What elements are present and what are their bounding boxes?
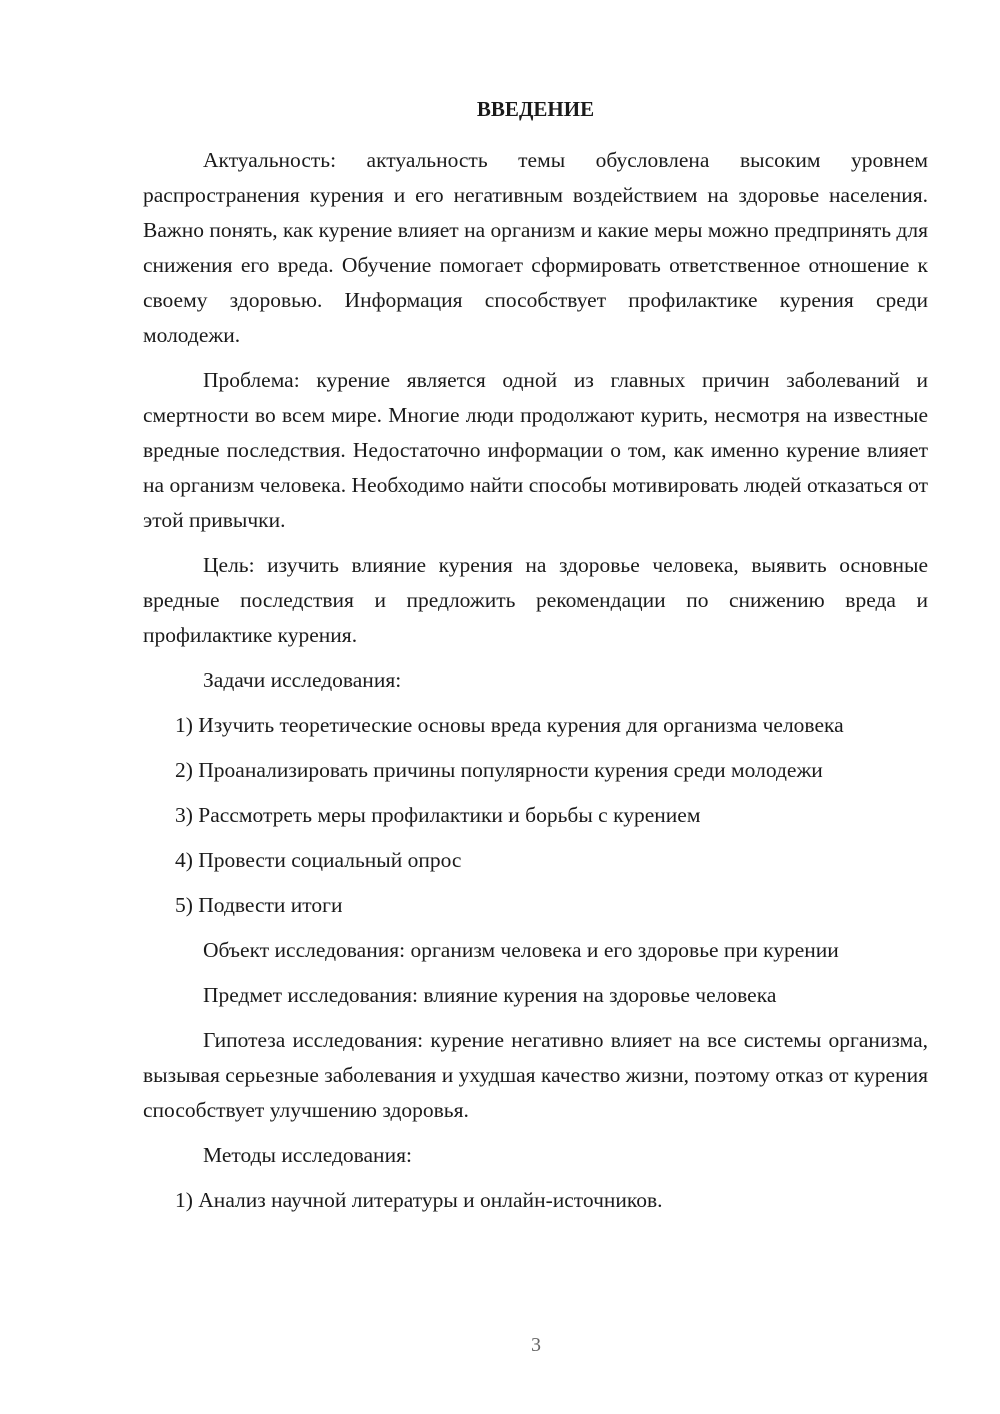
page-number: 3: [531, 1334, 541, 1356]
paragraph-subject: Предмет исследования: влияние курения на здоровье человека: [203, 983, 777, 1007]
paragraph-object: Объект исследования: организм человека и его здоровье при курении: [203, 938, 839, 962]
paragraph-goal: Цель: изучить влияние курения на здоровье человека, выявить основные вредные последствия и предложить рекомендации по снижению вреда и профилактике курения.: [143, 553, 928, 647]
task-item: 5) Подвести итоги: [175, 893, 343, 917]
paragraph-problem: Проблема: курение является одной из главных причин заболеваний и смертности во всем мире. Многие люди продолжают курить, несмотря на известные вредные последствия. Недостаточно информации о том, как именно курение влияет на организм человека. Необходимо найти способы мотивировать людей отказаться от этой привычки.: [143, 368, 928, 532]
paragraph-relevance: Актуальность: актуальность темы обусловлена высоким уровнем распространения курения и его негативным воздействием на здоровье населения. Важно понять, как курение влияет на организм и какие меры можно предпринять для снижения его вреда. Обучение помогает сформировать ответственное отношение к своему здоровью. Информация способствует профилактике курения среди молодежи.: [143, 148, 928, 347]
page-title: ВВЕДЕНИЕ: [476, 97, 595, 121]
method-item: 1) Анализ научной литературы и онлайн-источников.: [175, 1188, 663, 1212]
methods-heading: Методы исследования:: [203, 1143, 412, 1167]
tasks-heading: Задачи исследования:: [203, 668, 402, 692]
task-item: 4) Провести социальный опрос: [175, 848, 462, 872]
task-item: 2) Проанализировать причины популярности курения среди молодежи: [175, 758, 823, 782]
document-page: [143, 92, 928, 1228]
task-item: 3) Рассмотреть меры профилактики и борьбы с курением: [175, 803, 701, 827]
paragraph-hypothesis: Гипотеза исследования: курение негативно влияет на все системы организма, вызывая серьезные заболевания и ухудшая качество жизни, поэтому отказ от курения способствует улучшению здоровья.: [143, 1028, 928, 1122]
task-item: 1) Изучить теоретические основы вреда курения для организма человека: [175, 713, 844, 737]
